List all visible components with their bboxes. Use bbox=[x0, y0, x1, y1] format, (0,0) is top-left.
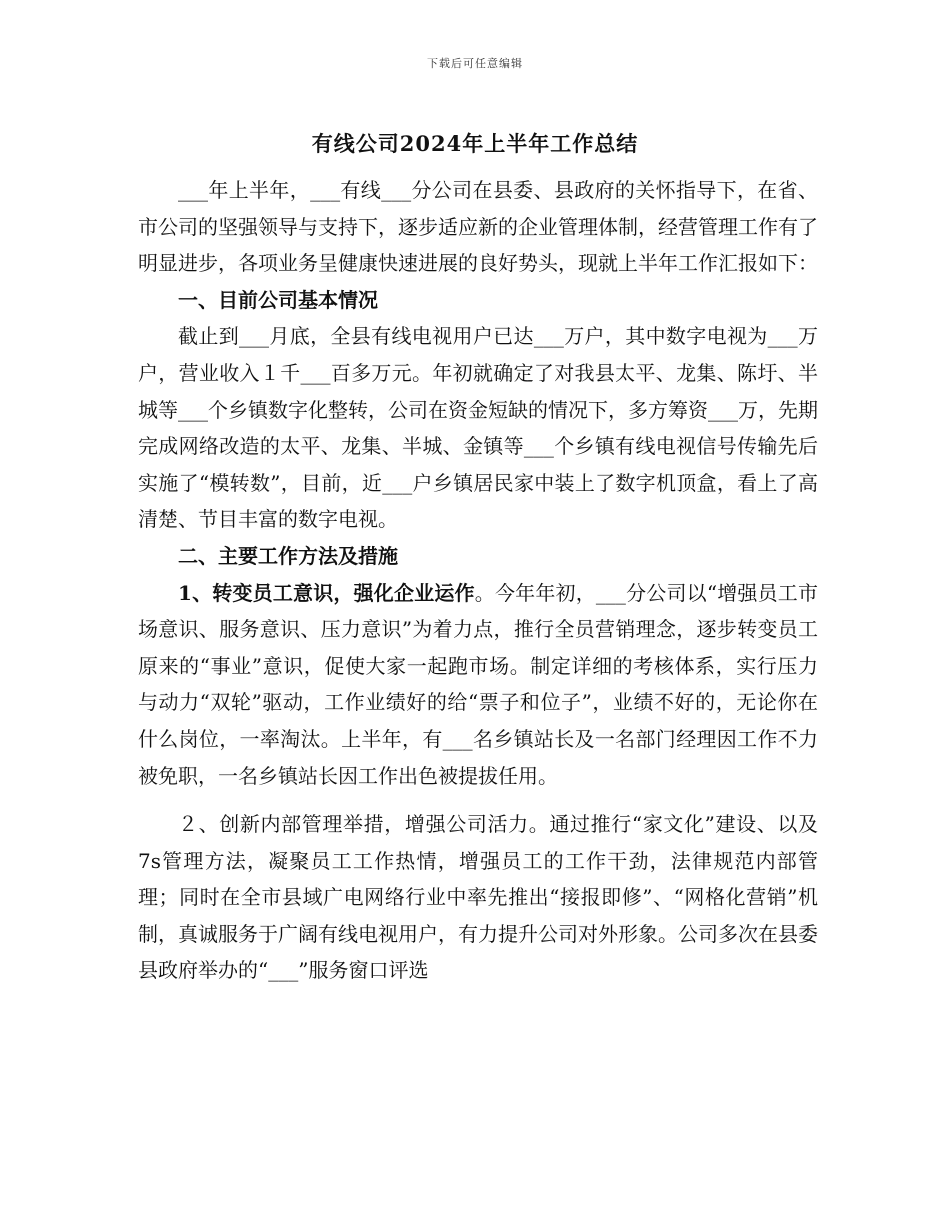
item-1-paragraph bbox=[138, 575, 818, 795]
item-2-paragraph: ２、创新内部管理举措，增强公司活力。通过推行“家文化”建设、以及7s管理方法，凝聚员工工作热情，增强员工的工作干劲，法律规范内部管理；同时在全市县域广电网络行业中率先推出“接报即修”、“网格化营销”机制，真诚服务于广阔有线电视用户，有力提升公司对外形象。公司多次在县委县政府举办的“___”服务窗口评选 bbox=[138, 812, 818, 983]
item-1-lead: 1、转变员工意识，强化企业运作 bbox=[178, 580, 475, 605]
intro-paragraph: ___年上半年，___有线___分公司在县委、县政府的关怀指导下，在省、市公司的坚强领导与支持下，逐步适应新的企业管理体制，经营管理工作有了明显进步，各项业务呈健康快速进展的良好势头，现就上半年工作汇报如下： bbox=[138, 178, 818, 276]
section-1-heading: 一、目前公司基本情况 bbox=[178, 287, 378, 312]
item-1-body: 。今年年初，___分公司以“增强员工市场意识、服务意识、压力意识”为着力点，推行全员营销理念，逐步转变员工原来的“事业”意识，促使大家一起跑市场。制定详细的考核体系，实行压力与动力“双轮”驱动，工作业绩好的给“票子和位子”，业绩不好的，无论你在什么岗位，一率淘汰。上半年，有___名乡镇站长及一名部门经理因工作不力被免职，一名乡镇站长因工作出色被提拔任用。 bbox=[138, 580, 818, 788]
document-body bbox=[138, 172, 818, 989]
section-1-paragraph: 截止到___月底，全县有线电视用户已达___万户，其中数字电视为___万户，营业收入１千___百多万元。年初就确定了对我县太平、龙集、陈圩、半城等___个乡镇数字化整转，公司在资金短缺的情况下，多方筹资___万，先期完成网络改造的太平、龙集、半城、金镇等___个乡镇有线电视信号传输先后实施了“模转数”，目前，近___户乡镇居民家中装上了数字机顶盒，看上了高清楚、节目丰富的数字电视。 bbox=[138, 324, 818, 532]
header-note: 下载后可任意编辑 bbox=[427, 57, 523, 70]
document-title: 有线公司2024年上半年工作总结 bbox=[311, 131, 639, 156]
section-2-heading: 二、主要工作方法及措施 bbox=[178, 543, 398, 568]
